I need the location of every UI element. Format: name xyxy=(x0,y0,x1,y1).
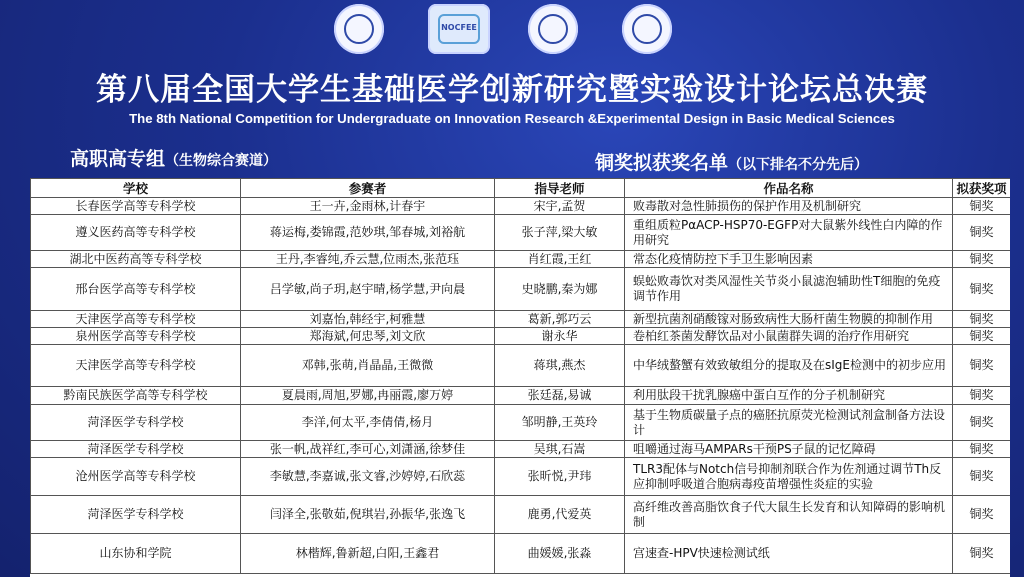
cell-award: 铜奖 xyxy=(953,268,1011,311)
cell-work: 高纤维改善高脂饮食子代大鼠生长发育和认知障碍的影响机制 xyxy=(625,496,953,534)
cell-school: 长春医学高等专科学校 xyxy=(31,198,241,215)
page-title-english: The 8th National Competition for Undergraduate on Innovation Research &Experimental Design in Basic Medical Sciences xyxy=(129,111,895,126)
cell-advisor: 谢永华 xyxy=(495,328,625,345)
cell-members: 吕学敏,尚子玥,赵宇晴,杨学慧,尹向晨 xyxy=(241,268,495,311)
seal-ring xyxy=(632,14,662,44)
cell-work: 中华绒螯蟹有效致敏组分的提取及在sIgE检测中的初步应用 xyxy=(625,345,953,387)
cell-school: 天津医学高等专科学校 xyxy=(31,311,241,328)
cell-members: 夏晨雨,周旭,罗娜,冉丽霞,廖万婷 xyxy=(241,387,495,405)
cell-members: 王一卉,金雨林,计春宇 xyxy=(241,198,495,215)
cell-members: 林楷辉,鲁新超,白阳,王鑫君 xyxy=(241,534,495,574)
cell-advisor: 张廷磊,易诚 xyxy=(495,387,625,405)
univ-seal-2-logo xyxy=(622,4,672,54)
group-heading xyxy=(70,144,277,171)
cell-award: 铜奖 xyxy=(953,345,1011,387)
table-row xyxy=(31,534,1011,574)
cell-award: 铜奖 xyxy=(953,405,1011,441)
cell-work: 新型抗菌剂硝酸镓对肠致病性大肠杆菌生物膜的抑制作用 xyxy=(625,311,953,328)
cell-school: 黔南民族医学高等专科学校 xyxy=(31,387,241,405)
table-row xyxy=(31,311,1011,328)
cell-school: 泉州医学高等专科学校 xyxy=(31,328,241,345)
cell-school: 沧州医学高等专科学校 xyxy=(31,458,241,496)
cell-school: 天津医学高等专科学校 xyxy=(31,345,241,387)
cell-advisor: 葛新,郭巧云 xyxy=(495,311,625,328)
header-school: 学校 xyxy=(31,179,241,198)
cell-award: 铜奖 xyxy=(953,328,1011,345)
cell-school: 山东协和学院 xyxy=(31,534,241,574)
cell-work: 败毒散对急性肺损伤的保护作用及机制研究 xyxy=(625,198,953,215)
cell-award: 铜奖 xyxy=(953,311,1011,328)
table-row xyxy=(31,405,1011,441)
jilin-university-logo xyxy=(528,4,578,54)
cell-members: 蒋运梅,娄锦霞,范妙琪,邹春城,刘裕航 xyxy=(241,215,495,251)
cell-award: 铜奖 xyxy=(953,458,1011,496)
cell-members: 闫泽全,张敬茹,倪琪岩,孙振华,张逸飞 xyxy=(241,496,495,534)
table-row xyxy=(31,268,1011,311)
award-main: 铜奖拟获奖名单 xyxy=(595,152,729,174)
cell-members: 李敏慧,李嘉诚,张文睿,沙婷婷,石欣蕊 xyxy=(241,458,495,496)
table-row xyxy=(31,496,1011,534)
cell-advisor: 张昕悦,尹玮 xyxy=(495,458,625,496)
cell-work: 蜈蚣败毒饮对类风湿性关节炎小鼠滤泡辅助性T细胞的免疫调节作用 xyxy=(625,268,953,311)
cell-advisor: 邹明静,王英玲 xyxy=(495,405,625,441)
header-advisor: 指导老师 xyxy=(495,179,625,198)
award-sub: （以下排名不分先后） xyxy=(728,157,869,173)
cell-advisor: 鹿勇,代爱英 xyxy=(495,496,625,534)
table-row xyxy=(31,441,1011,458)
table-row xyxy=(31,251,1011,268)
cell-award: 铜奖 xyxy=(953,198,1011,215)
group-main: 高职高专组 xyxy=(70,148,166,170)
cell-members: 郑海斌,何忠琴,刘文欣 xyxy=(241,328,495,345)
nocfee-logo-text: NOCFEE xyxy=(441,23,477,32)
award-table-container xyxy=(30,178,1010,577)
univ-seal-1-logo xyxy=(334,4,384,54)
cell-advisor: 蒋琪,燕杰 xyxy=(495,345,625,387)
table-header-row xyxy=(31,179,1011,198)
group-sub: （生物综合赛道） xyxy=(165,153,278,169)
cell-advisor: 宋宇,孟贺 xyxy=(495,198,625,215)
cell-advisor: 吴琪,石嵩 xyxy=(495,441,625,458)
cell-work: TLR3配体与Notch信号抑制剂联合作为佐剂通过调节Th反应抑制呼吸道合胞病毒疫苗增强性炎症的实验 xyxy=(625,458,953,496)
cell-school: 菏泽医学专科学校 xyxy=(31,496,241,534)
cell-award: 铜奖 xyxy=(953,215,1011,251)
cell-members: 刘嘉怡,韩经宇,柯雅慧 xyxy=(241,311,495,328)
cell-members: 张一帆,战祥红,李可心,刘潇涵,徐梦佳 xyxy=(241,441,495,458)
cell-work: 宫速查-HPV快速检测试纸 xyxy=(625,534,953,574)
cell-advisor: 曲媛媛,张淼 xyxy=(495,534,625,574)
table-row xyxy=(31,345,1011,387)
header-award: 拟获奖项 xyxy=(953,179,1011,198)
award-heading xyxy=(595,148,868,175)
header-members: 参赛者 xyxy=(241,179,495,198)
table-row xyxy=(31,328,1011,345)
cell-advisor: 肖红霞,王红 xyxy=(495,251,625,268)
cell-work: 常态化疫情防控下手卫生影响因素 xyxy=(625,251,953,268)
cell-advisor: 史晓鹏,秦为娜 xyxy=(495,268,625,311)
table-row xyxy=(31,215,1011,251)
cell-award: 铜奖 xyxy=(953,441,1011,458)
cell-school: 菏泽医学专科学校 xyxy=(31,405,241,441)
cell-award: 铜奖 xyxy=(953,251,1011,268)
cell-work: 卷柏红茶菌发酵饮品对小鼠菌群失调的治疗作用研究 xyxy=(625,328,953,345)
cell-school: 菏泽医学专科学校 xyxy=(31,441,241,458)
cell-award: 铜奖 xyxy=(953,387,1011,405)
cell-award: 铜奖 xyxy=(953,496,1011,534)
cell-members: 王丹,李睿纯,乔云慧,位雨杰,张范珏 xyxy=(241,251,495,268)
award-table xyxy=(30,178,1010,574)
cell-school: 邢台医学高等专科学校 xyxy=(31,268,241,311)
cell-members: 邓韩,张萌,肖晶晶,王微微 xyxy=(241,345,495,387)
header-work: 作品名称 xyxy=(625,179,953,198)
table-row xyxy=(31,387,1011,405)
nocfee-logo xyxy=(428,4,490,54)
cell-work: 利用肽段干扰乳腺癌中蛋白互作的分子机制研究 xyxy=(625,387,953,405)
cell-school: 湖北中医药高等专科学校 xyxy=(31,251,241,268)
page-title-chinese: 第八届全国大学生基础医学创新研究暨实验设计论坛总决赛 xyxy=(96,72,928,108)
table-row xyxy=(31,458,1011,496)
cell-work: 重组质粒PαACP-HSP70-EGFP对大鼠紫外线性白内障的作用研究 xyxy=(625,215,953,251)
cell-award: 铜奖 xyxy=(953,534,1011,574)
cell-work: 基于生物质碳量子点的癌胚抗原荧光检测试剂盒制备方法设计 xyxy=(625,405,953,441)
logo-bar xyxy=(0,2,1024,58)
seal-ring xyxy=(344,14,374,44)
cell-advisor: 张子萍,梁大敏 xyxy=(495,215,625,251)
cell-school: 遵义医药高等专科学校 xyxy=(31,215,241,251)
cell-work: 咀嚼通过海马AMPARs干预PS子鼠的记忆障碍 xyxy=(625,441,953,458)
cell-members: 李洋,何太平,李倩倩,杨月 xyxy=(241,405,495,441)
seal-ring xyxy=(538,14,568,44)
table-row xyxy=(31,198,1011,215)
